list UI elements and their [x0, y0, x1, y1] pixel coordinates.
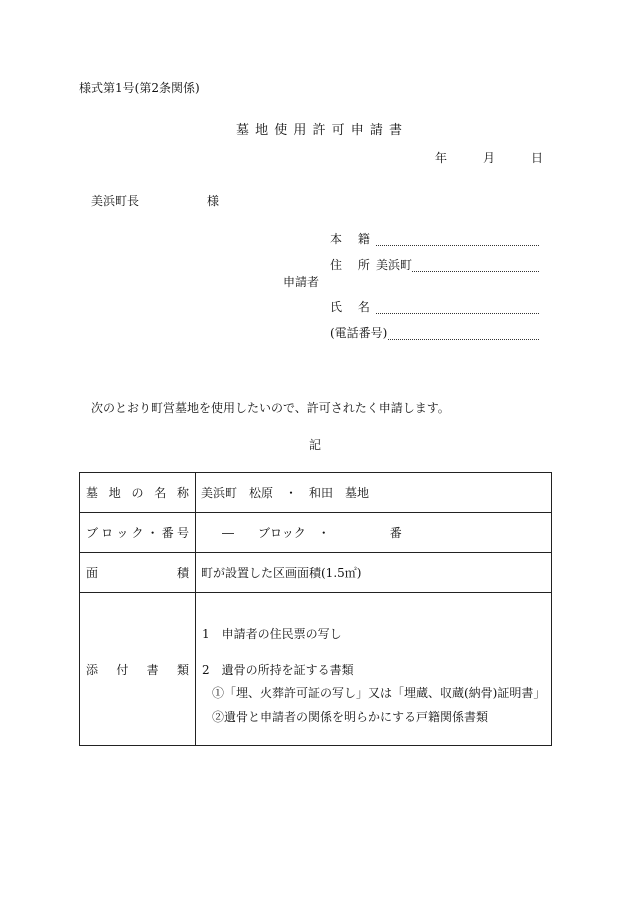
attachment-item: 2 遺骨の所持を証する書類 — [202, 663, 354, 677]
label-char: ッ — [116, 526, 129, 540]
label-char: 号 — [176, 526, 189, 540]
phone-label: (電話番号) — [330, 326, 388, 340]
address-label: 住 所 — [330, 258, 376, 272]
cemetery-name-value[interactable]: 美浜町 松原 ・ 和田 墓地 — [196, 473, 552, 513]
label-char: 番 — [161, 526, 174, 540]
address-prefix: 美浜町 — [376, 258, 413, 272]
row-label-area — [80, 553, 196, 593]
label-char: の — [131, 486, 144, 500]
table-row — [80, 553, 552, 593]
label-char: 面 — [86, 566, 99, 580]
row-label-block-number — [80, 513, 196, 553]
phone-line[interactable] — [388, 339, 539, 340]
area-value: 町が設置した区画面積(1.5㎡) — [196, 553, 552, 593]
label-char: 名 — [154, 486, 167, 500]
address-line[interactable] — [412, 271, 539, 272]
label-char: 積 — [176, 566, 189, 580]
attachment-item: ①「埋、火葬許可証の写し」又は「埋蔵、収蔵(納骨)証明書」 — [212, 686, 546, 700]
label-char: 称 — [176, 486, 189, 500]
label-char: ・ — [146, 526, 159, 540]
row-label-attachments — [80, 593, 196, 746]
ki-heading: 記 — [309, 438, 322, 452]
document-title: 墓 地 使 用 許 可 申 請 書 — [236, 123, 404, 138]
label-char: 墓 — [86, 486, 99, 500]
details-table — [79, 472, 552, 746]
label-char: 添 — [86, 662, 99, 677]
table-row — [80, 593, 552, 746]
table-row — [80, 513, 552, 553]
label-char: ロ — [101, 526, 114, 540]
date-day: 日 — [531, 151, 544, 165]
label-char: 書 — [146, 662, 159, 677]
label-char: ク — [131, 526, 144, 540]
applicant-label: 申請者 — [283, 275, 320, 289]
row-label-cemetery-name — [80, 473, 196, 513]
label-char: 付 — [116, 662, 129, 677]
addressee-honorific: 様 — [207, 194, 220, 208]
label-char: ブ — [86, 526, 99, 540]
label-char: 地 — [108, 486, 121, 500]
attachments-cell — [196, 593, 552, 746]
table-row — [80, 473, 552, 513]
block-number-value[interactable]: ― ブロック ・ 番 — [196, 513, 552, 553]
addressee-name: 美浜町長 — [91, 194, 140, 208]
name-label: 氏 名 — [330, 300, 376, 314]
attachment-item: 1 申請者の住民票の写し — [202, 627, 342, 641]
date-month: 月 — [483, 151, 496, 165]
form-number: 様式第1号(第2条関係) — [79, 81, 200, 95]
date-year: 年 — [435, 151, 448, 165]
honseki-label: 本 籍 — [330, 232, 376, 246]
name-line[interactable] — [376, 313, 539, 314]
honseki-line[interactable] — [376, 245, 539, 246]
statement-text: 次のとおり町営墓地を使用したいので、許可されたく申請します。 — [91, 401, 450, 415]
label-char: 類 — [176, 662, 189, 677]
attachment-item: ②遺骨と申請者の関係を明らかにする戸籍関係書類 — [212, 710, 489, 724]
